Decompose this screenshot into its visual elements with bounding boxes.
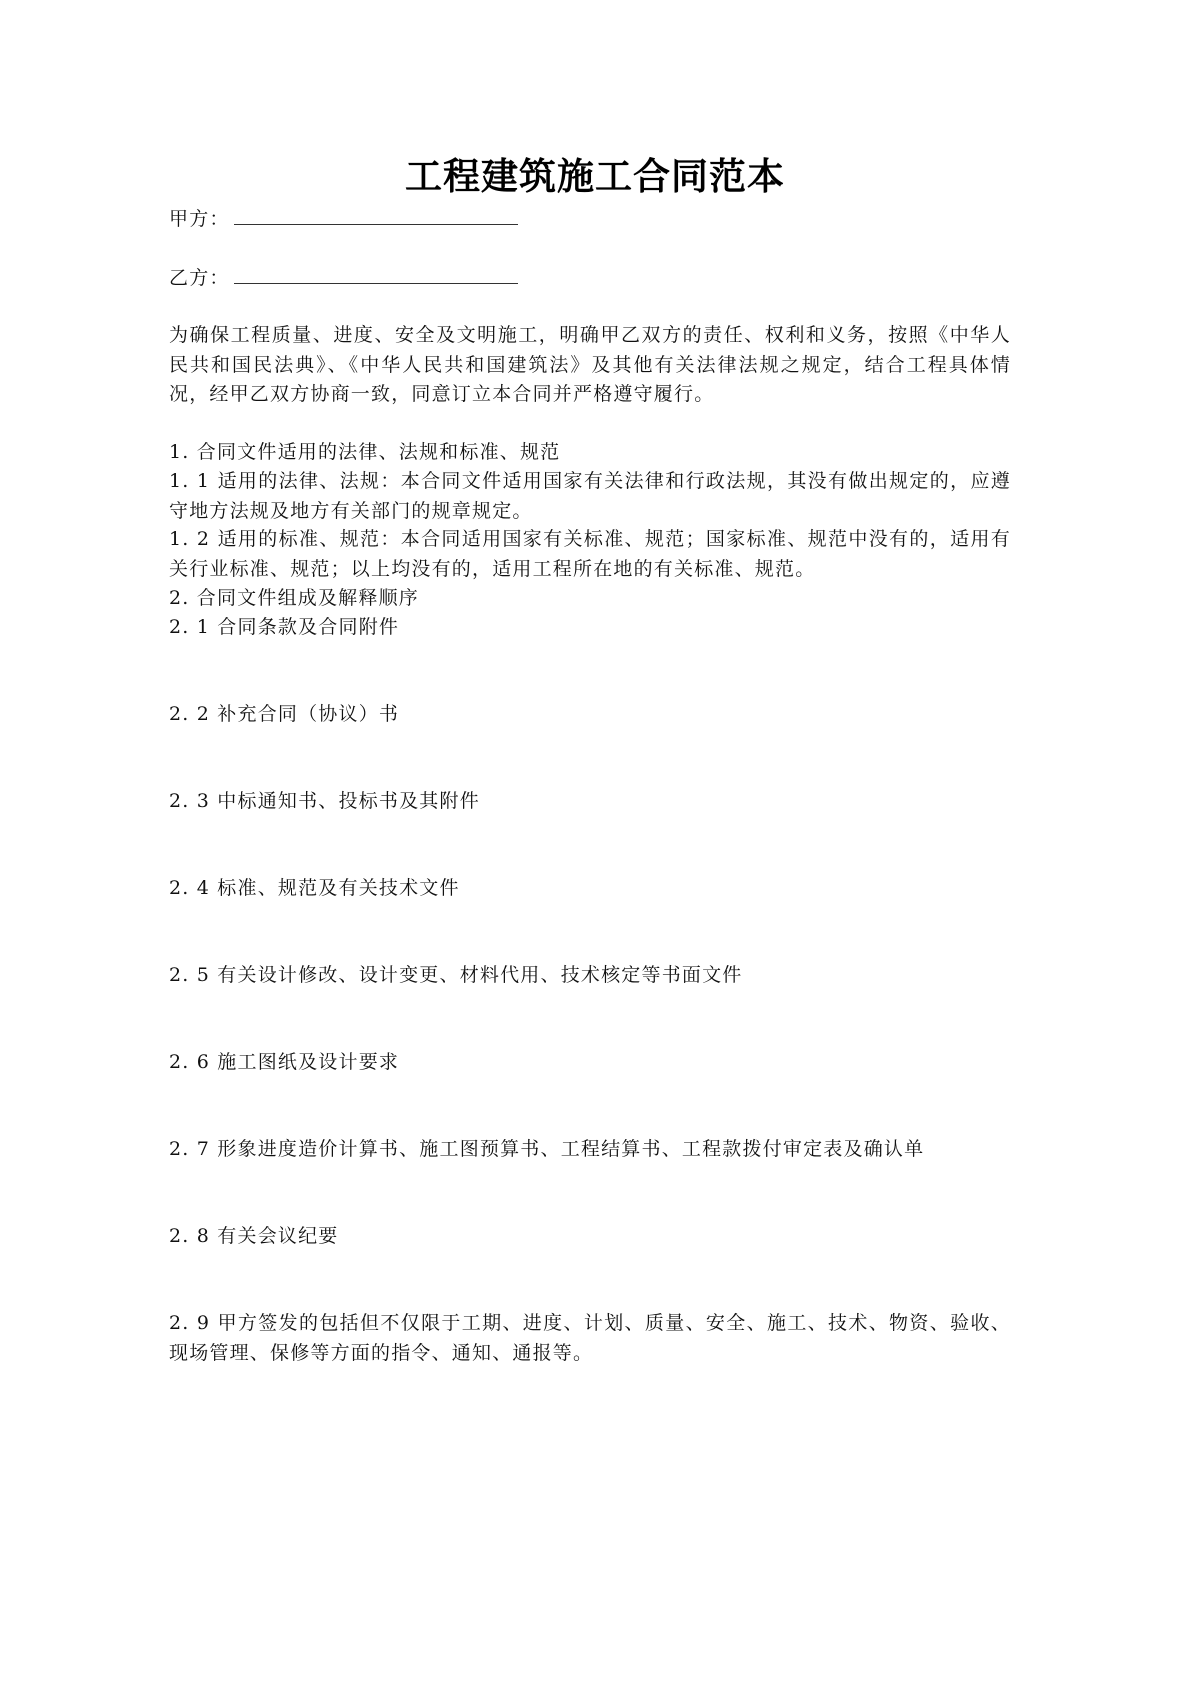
clause-2-6: 2. 6 施工图纸及设计要求 <box>169 1051 400 1073</box>
party-a-blank-field[interactable] <box>234 223 518 225</box>
clause-1-1: 1. 1 适用的法律、法规：本合同文件适用国家有关法律和行政法规，其没有做出规定的，应遵守地方法规及地方有关部门的规章规定。 <box>169 470 1011 522</box>
party-a-line <box>169 205 1011 234</box>
clause-2-2: 2. 2 补充合同（协议）书 <box>169 703 400 725</box>
section-2-heading: 2. 合同文件组成及解释顺序 <box>169 587 419 609</box>
clause-2-1: 2. 1 合同条款及合同附件 <box>169 616 400 638</box>
party-b-line <box>169 264 1011 293</box>
clause-1-2: 1. 2 适用的标准、规范：本合同适用国家有关标准、规范；国家标准、规范中没有的，适用有关行业标准、规范；以上均没有的，适用工程所在地的有关标准、规范。 <box>169 528 1011 580</box>
clause-2-9: 2. 9 甲方签发的包括但不仅限于工期、进度、计划、质量、安全、施工、技术、物资、验收、现场管理、保修等方面的指令、通知、通报等。 <box>169 1312 1011 1364</box>
document-title: 工程建筑施工合同范本 <box>405 155 785 198</box>
preamble-paragraph: 为确保工程质量、进度、安全及文明施工，明确甲乙双方的责任、权利和义务，按照《中华人民共和国民法典》、《中华人民共和国建筑法》及其他有关法律法规之规定，结合工程具体情况，经甲乙双方协商一致，同意订立本合同并严格遵守履行。 <box>169 324 1011 405</box>
clause-2-5: 2. 5 有关设计修改、设计变更、材料代用、技术核定等书面文件 <box>169 964 743 986</box>
clause-2-8: 2. 8 有关会议纪要 <box>169 1225 339 1247</box>
clause-2-3: 2. 3 中标通知书、投标书及其附件 <box>169 790 480 812</box>
clause-2-4: 2. 4 标准、规范及有关技术文件 <box>169 877 460 899</box>
party-a-label: 甲方： <box>169 208 230 230</box>
party-b-blank-field[interactable] <box>234 282 518 284</box>
party-b-label: 乙方： <box>169 267 230 289</box>
clause-2-7: 2. 7 形象进度造价计算书、施工图预算书、工程结算书、工程款拨付审定表及确认单 <box>169 1138 925 1160</box>
section-1-heading: 1. 合同文件适用的法律、法规和标准、规范 <box>169 441 561 463</box>
